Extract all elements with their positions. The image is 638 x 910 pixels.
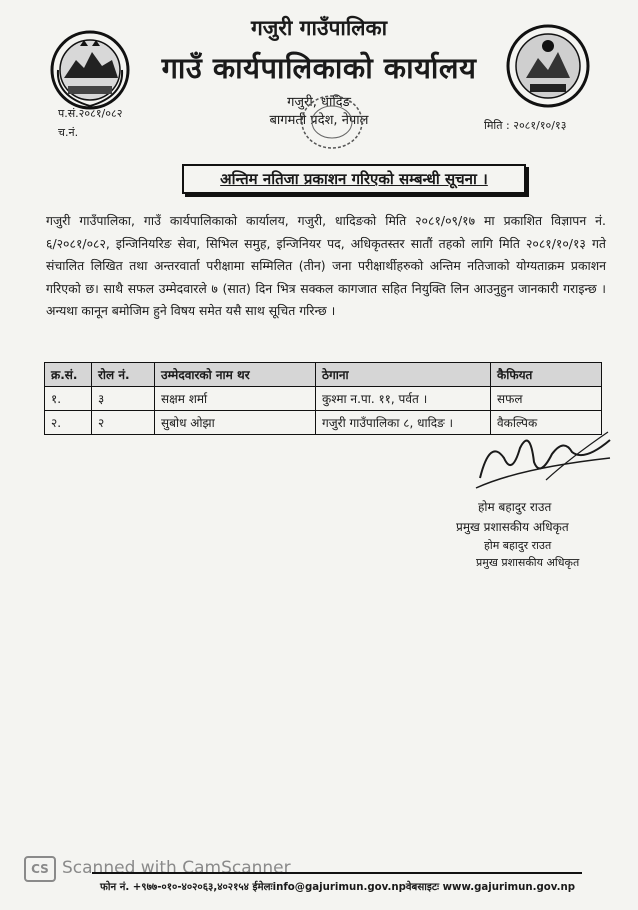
date-label: मिति : २०८१/१०/१३ (484, 119, 567, 132)
stamp-signatory-name: होम बहादुर राउत (484, 539, 552, 552)
signatory-title: प्रमुख प्रशासकीय अधिकृत (456, 520, 569, 534)
notice-title: अन्तिम नतिजा प्रकाशन गरिएको सम्बन्धी सूचना । (182, 164, 526, 194)
cell-address: कुश्मा न.पा. ११, पर्वत । (316, 387, 491, 411)
reference-number: प.सं.२०८१/०८२ (58, 107, 123, 120)
address-line-2: बागमती प्रदेश, नेपाल (269, 113, 369, 128)
cell-roll-no: २ (92, 411, 155, 435)
notice-body: गजुरी गाउँपालिका, गाउँ कार्यपालिकाको कार्यालय, गजुरी, धादिङको मिति २०८१/०९/१७ मा प्रकाशित विज्ञापन नं. ६/२०८१/०८२, इन्जिनियरिङ सेवा, सिभिल समुह, इन्जिनियर पद, अधिकृतस्तर सातौं तहको लागि मिति २०८१/१०/१३ गते संचालित लिखित तथा अन्तरवार्ता परीक्षामा सम्मिलित (तीन) जना परीक्षार्थीहरुको अन्तिम नतिजाको योग्यताक्रम प्रकाशन गरिएको छ। साथै सफल उम्मेदवारले ७ (सात) दिन भित्र सक्कल कागजात सहित नियुक्ति लिन आउनुहुन जानकारी गराइन्छ । अन्यथा कानून बमोजिम हुने विषय समेत यसै साथ सूचित गरिन्छ । (46, 213, 606, 318)
footer-divider (92, 872, 582, 874)
cell-serial: २. (45, 411, 92, 435)
cell-remarks: वैकल्पिक (491, 411, 602, 435)
camscanner-watermark: Scanned with CamScanner (62, 858, 291, 878)
office-name: गाउँ कार्यपालिकाको कार्यालय (161, 51, 477, 85)
header-roll-no: रोल नं. (92, 363, 155, 387)
header-serial: क्र.सं. (45, 363, 92, 387)
footer-contact: फोन नं. +९७७-०१०-४०२०६३,४०२१५४ ईमेलःinfo@gajurimun.gov.npवेबसाइटः www.gajurimun.gov.np (100, 882, 576, 893)
cell-address: गजुरी गाउँपालिका ८, धादिङ । (316, 411, 491, 435)
cell-candidate-name: सुबोध ओझा (155, 411, 316, 435)
header-remarks: कैफियत (491, 363, 602, 387)
dispatch-number: च.नं. (58, 126, 79, 139)
table-header-row (45, 363, 602, 387)
handwritten-signature (460, 418, 620, 508)
cell-candidate-name: सक्षम शर्मा (155, 387, 316, 411)
header-address: ठेगाना (316, 363, 491, 387)
cell-serial: १. (45, 387, 92, 411)
address-line-1: गजुरी, धादिङ (287, 95, 351, 110)
camscanner-logo-icon: CS (24, 856, 56, 882)
stamp-signatory-title: प्रमुख प्रशासकीय अधिकृत (476, 556, 580, 569)
signatory-name: होम बहादुर राउत (478, 500, 552, 514)
office-stamp (286, 88, 378, 152)
cell-remarks: सफल (491, 387, 602, 411)
table-row (45, 387, 602, 411)
cell-roll-no: ३ (92, 387, 155, 411)
header-candidate-name: उम्मेदवारको नाम थर (155, 363, 316, 387)
organization-name: गजुरी गाउँपालिका (250, 16, 388, 40)
